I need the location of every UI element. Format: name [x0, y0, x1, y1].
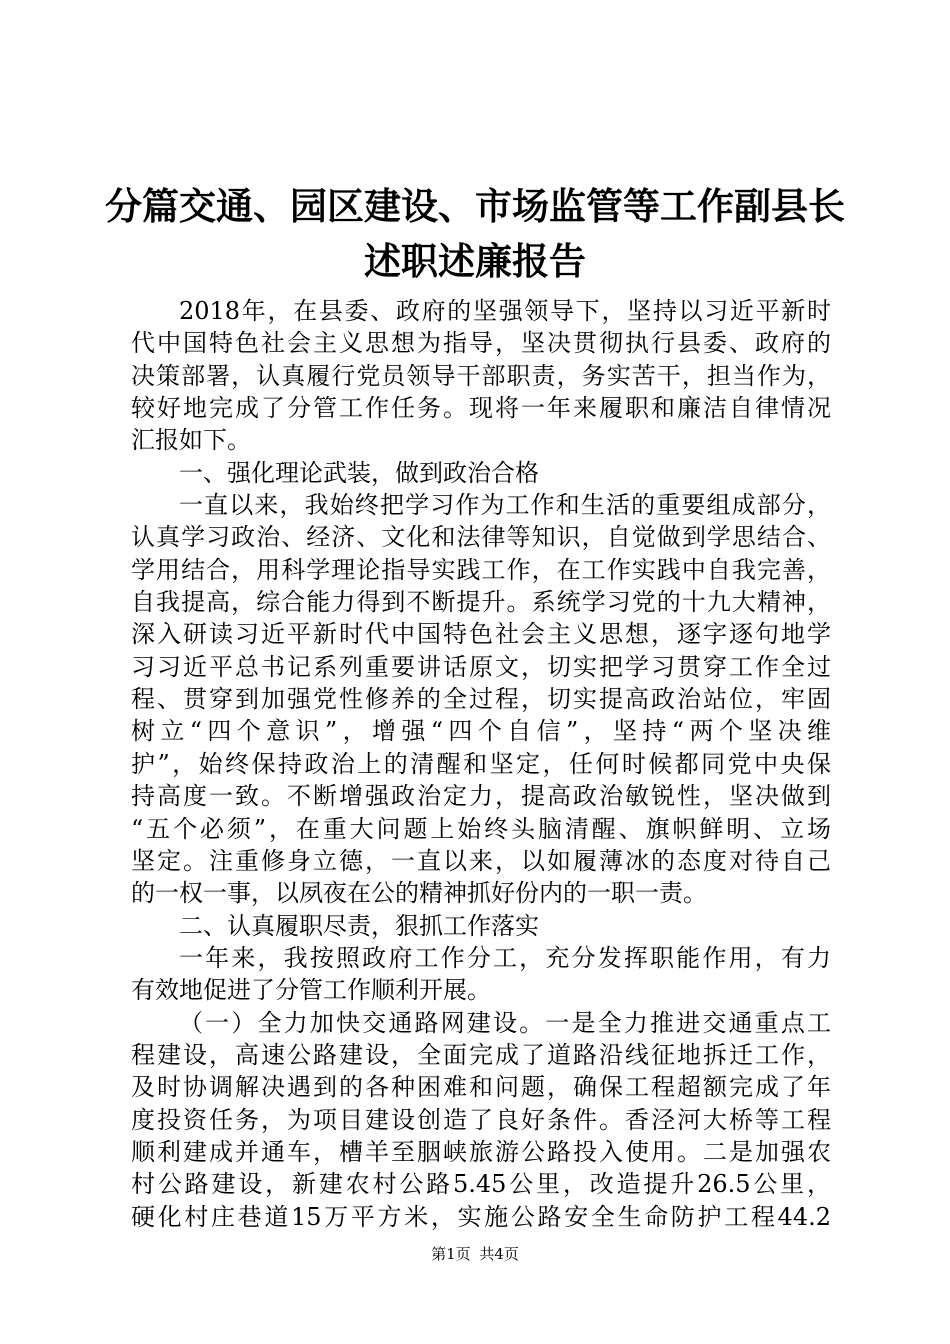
paragraph-line: 硬化村庄巷道15万平方米，实施公路安全生命防护工程44.2 [131, 1202, 831, 1231]
page-number: 第1页 [431, 1245, 471, 1263]
paragraph-line: 顺利建成并通车，槽羊至胭峡旅游公路投入使用。二是加强农 [131, 1137, 831, 1166]
paragraph-line: 一年来，我按照政府工作分工，充分发挥职能作用，有力 [179, 943, 831, 972]
paragraph-line: 习习近平总书记系列重要讲话原文，切实把学习贯穿工作全过 [131, 652, 831, 681]
paragraph-line: （一）全力加快交通路网建设。一是全力推进交通重点工 [179, 1008, 831, 1037]
paragraph-line: 度投资任务，为项目建设创造了良好条件。香泾河大桥等工程 [131, 1105, 831, 1134]
paragraph-line: 决策部署，认真履行党员领导干部职责，务实苦干，担当作为， [131, 361, 831, 390]
document-title-line-1: 分篇交通、园区建设、市场监管等工作副县长 [105, 184, 845, 228]
paragraph-line: “五个必须”，在重大问题上始终头脑清醒、旗帜鲜明、立场 [131, 814, 831, 843]
paragraph-line: 程建设，高速公路建设，全面完成了道路沿线征地拆迁工作， [131, 1040, 831, 1069]
paragraph-line: 护”，始终保持政治上的清醒和坚定，任何时候都同党中央保 [131, 749, 831, 778]
paragraph-line: 汇报如下。 [131, 426, 251, 455]
paragraph-line: 的一权一事，以夙夜在公的精神抓好份内的一职一责。 [131, 879, 707, 908]
page-total: 共4页 [479, 1245, 519, 1263]
paragraph-line: 及时协调解决遇到的各种困难和问题，确保工程超额完成了年 [131, 1073, 831, 1102]
paragraph-line: 学用结合，用科学理论指导实践工作，在工作实践中自我完善， [131, 555, 831, 584]
paragraph-line: 认真学习政治、经济、文化和法律等知识，自觉做到学思结合、 [131, 523, 831, 552]
paragraph-line: 坚定。注重修身立德，一直以来，以如履薄冰的态度对待自己 [131, 846, 831, 875]
paragraph-line: 深入研读习近平新时代中国特色社会主义思想，逐字逐句地学 [131, 620, 831, 649]
paragraph-line: 代中国特色社会主义思想为指导，坚决贯彻执行县委、政府的 [131, 329, 831, 358]
paragraph-line: 较好地完成了分管工作任务。现将一年来履职和廉洁自律情况 [131, 394, 831, 423]
paragraph-line: 一直以来，我始终把学习作为工作和生活的重要组成部分， [179, 491, 831, 520]
section-heading: 二、认真履职尽责，狠抓工作落实 [179, 911, 539, 940]
page-footer [0, 1244, 950, 1264]
paragraph-line: 持高度一致。不断增强政治定力，提高政治敏锐性，坚决做到 [131, 782, 831, 811]
paragraph-line: 2018年，在县委、政府的坚强领导下，坚持以习近平新时 [179, 297, 831, 325]
document-body [131, 295, 831, 1233]
paragraph-line: 村公路建设，新建农村公路5.45公里，改造提升26.5公里， [131, 1170, 831, 1199]
paragraph-line: 树立“四个意识”，增强“四个自信”，坚持“两个坚决维 [131, 717, 831, 746]
document-title-line-2: 述职述廉报告 [364, 239, 586, 283]
section-heading: 一、强化理论武装，做到政治合格 [179, 458, 539, 487]
paragraph-line: 有效地促进了分管工作顺利开展。 [131, 976, 491, 1005]
paragraph-line: 程、贯穿到加强党性修养的全过程，切实提高政治站位，牢固 [131, 685, 831, 714]
paragraph-line: 自我提高，综合能力得到不断提升。系统学习党的十九大精神， [131, 588, 831, 617]
